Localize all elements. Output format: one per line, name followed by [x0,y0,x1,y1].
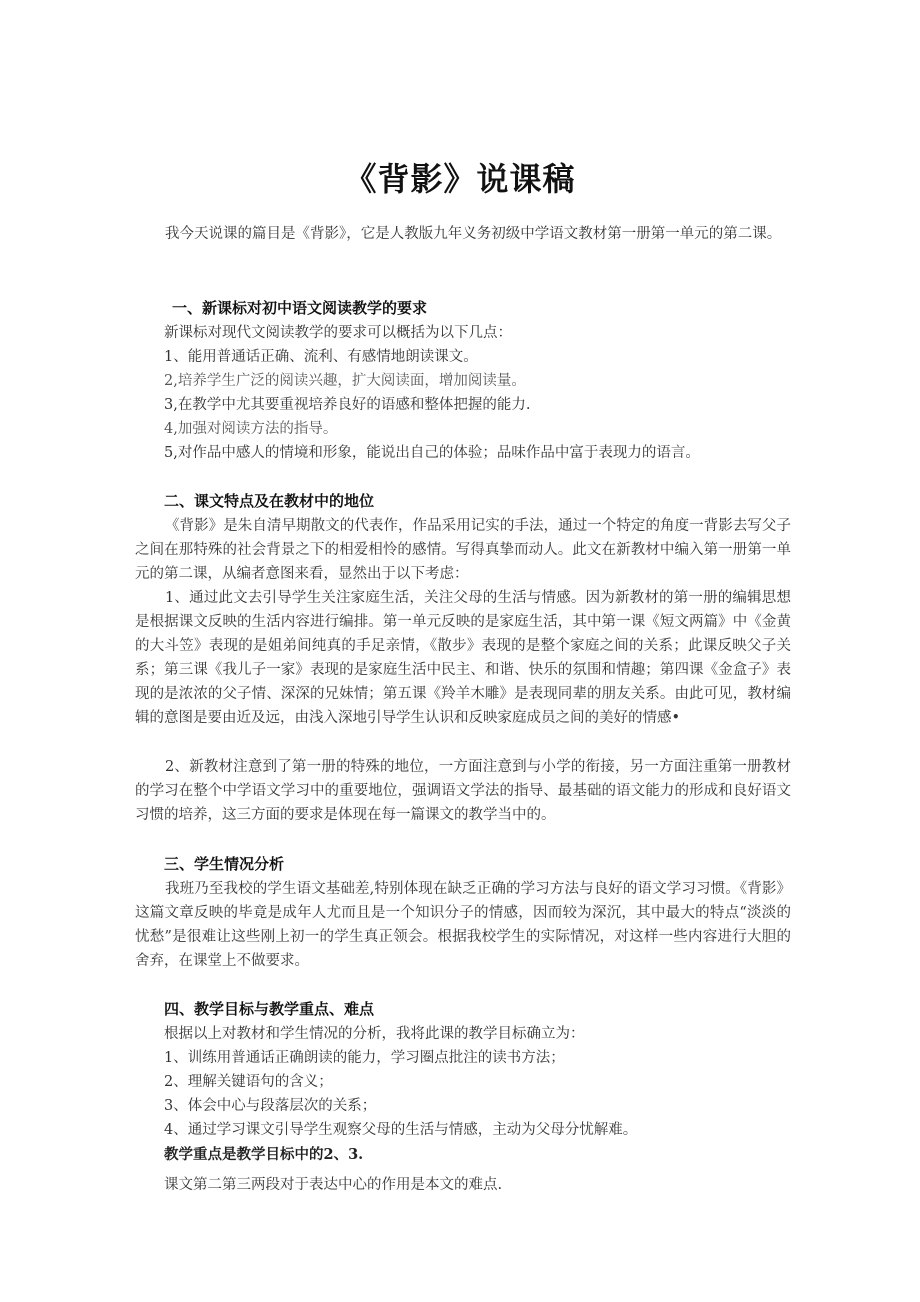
section2-paragraph-2: 1、通过此文去引导学生关注家庭生活，关注父母的生活与情感。因为新教材的第一册的编辑思想是根据课文反映的生活内容进行编排。第一单元反映的是家庭生活，其中第一课《短文两篇》中《金黄的大斗笠》表现的是姐弟间纯真的手足亲情，《散步》表现的是整个家庭之间的关系；此课反映父子关系；第三课《我儿子一家》表现的是家庭生活中民主、和谐、快乐的氛围和情趣；第四课《金盒子》表现的是浓浓的父子情、深深的兄妹情；第五课《羚羊木雕》是表现同辈的朋友关系。由此可见，教材编辑的意图是要由近及远，由浅入深地引导学生认识和反映家庭成员之间的美好的情感• [135,590,791,726]
teaching-difficulty: 课文第二第三两段对于表达中心的作用是本文的难点. [164,1177,503,1193]
section2-heading: 二、课文特点及在教材中的地位 [164,492,375,510]
section3-heading: 三、学生情况分析 [164,855,285,873]
section2-paragraph-1: 《背影》是朱自清早期散文的代表作，作品采用记实的手法，通过一个特定的角度一背影去写父子之间在那特殊的社会背景之下的相爱相怜的感情。写得真挚而动人。此文在新教材中编入第一册第一单元的第二课，从编者意图来看，显然出于以下考虑： [135,518,791,582]
section4-item-2: 2、理解关键语句的含义； [164,1074,333,1090]
section1-heading: 一、新课标对初中语文阅读教学的要求 [172,299,428,317]
document-title: 《背影》说课稿 [344,160,576,198]
section4-lead: 根据以上对教材和学生情况的分析，我将此课的教学目标确立为： [164,1026,585,1042]
section2-paragraph-3: 2、新教材注意到了第一册的特殊的地位，一方面注意到与小学的衔接，另一方面注重第一册教材的学习在整个中学语文学习中的重要地位，强调语文学法的指导、最基础的语文能力的形成和良好语文习惯的培养，这三方面的要求是体现在每一篇课文的教学当中的。 [135,759,791,823]
section4-item-4: 4、通过学习课文引导学生观察父母的生活与情感，主动为父母分忧解难。 [164,1122,638,1138]
section4-item-3: 3、体会中心与段落层次的关系； [164,1098,377,1114]
section1-item-4: 4,加强对阅读方法的指导。 [164,421,338,437]
section1-lead: 新课标对现代文阅读教学的要求可以概括为以下几点： [164,325,512,341]
teaching-focus: 教学重点是教学目标中的2、3. [164,1146,364,1163]
section1-item-1: 1、能用普通话正确、流利、有感情地朗读课文。 [164,349,478,365]
section4-item-1: 1、训练用普通话正确朗读的能力，学习圈点批注的读书方法； [164,1050,565,1066]
intro-paragraph: 我今天说课的篇目是《背影》，它是人教版九年义务初级中学语文教材第一册第一单元的第二课。 [165,226,782,242]
section1-item-3: 3,在教学中尤其要重视培养良好的语感和整体把握的能力. [164,397,531,413]
section1-item-5: 5,对作品中感人的情境和形象，能说出自己的体验；品味作品中富于表现力的语言。 [164,445,700,461]
section1-item-2: 2,培养学生广泛的阅读兴趣，扩大阅读面，增加阅读量。 [164,373,526,389]
section4-heading: 四、教学目标与教学重点、难点 [164,1000,375,1018]
section3-paragraph: 我班乃至我校的学生语文基础差,特别体现在缺乏正确的学习方法与良好的语文学习习惯。《背影》这篇文章反映的毕竟是成年人尤而且是一个知识分子的情感，因而较为深沉，其中最大的特点“淡淡的忧愁”是很难让这些刚上初一的学生真正领会。根据我校学生的实际情况，对这样一些内容进行大胆的舍弃，在课堂上不做要求。 [135,881,791,969]
